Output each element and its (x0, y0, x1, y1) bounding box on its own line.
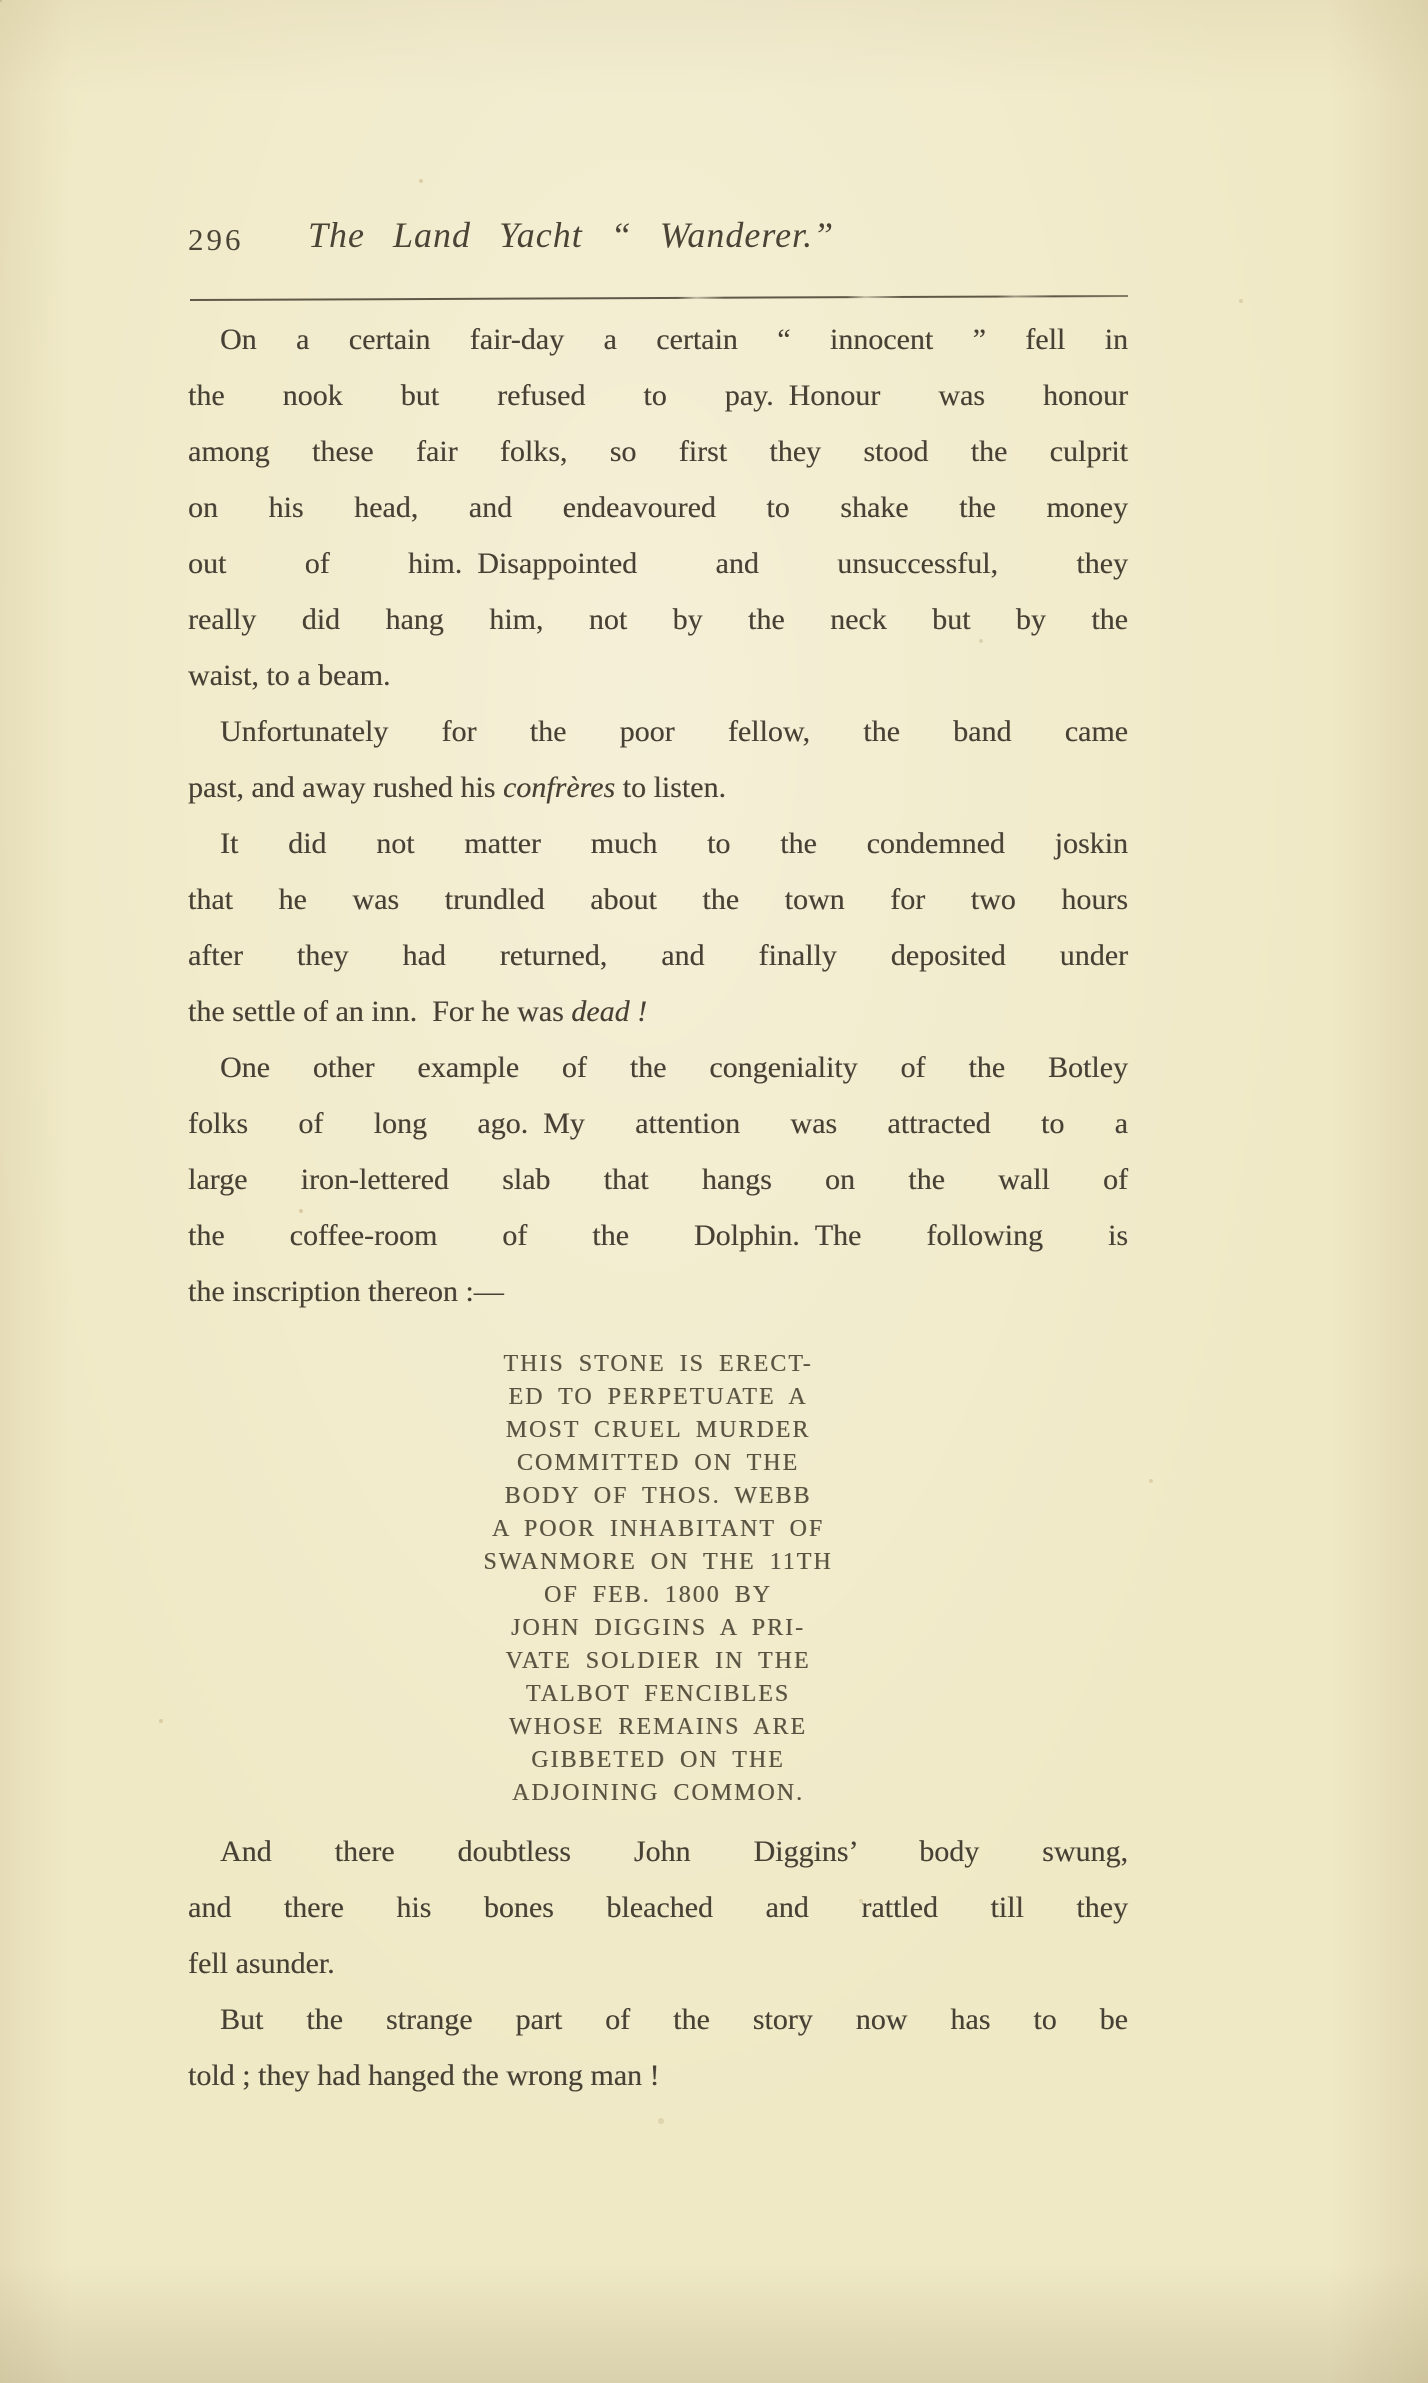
text-line: the nook but refused to pay. Honour was honour (188, 379, 1128, 412)
text-line: folks of long ago. My attention was attracted to a (188, 1107, 1128, 1140)
inscription-block (188, 1348, 1128, 1810)
inscription-line: VATE SOLDIER IN THE (505, 1648, 811, 1674)
italic-text: confrères (502, 771, 616, 804)
text-line: On a certain fair-day a certain “ innocent ” fell in (220, 323, 1128, 356)
text-line: But the strange part of the story now has to be (220, 2003, 1128, 2036)
inscription-line: ED TO PERPETUATE A (508, 1384, 808, 1410)
running-title: The Land Yacht “ Wanderer.” (308, 215, 835, 255)
paragraph (188, 1824, 1128, 1992)
inscription-line: BODY OF THOS. WEBB (504, 1483, 812, 1509)
text-line: out of him. Disappointed and unsuccessful, they (188, 547, 1128, 580)
text-line: that he was trundled about the town for two hours (188, 883, 1128, 916)
header-rule (190, 295, 1128, 301)
page-number: 296 (188, 222, 244, 257)
paper-speckles (0, 0, 2, 2)
text-line: One other example of the congeniality of the Botley (220, 1051, 1128, 1084)
text-line: the coffee-room of the Dolphin. The following is (188, 1219, 1128, 1252)
text-line: really did hang him, not by the neck but by the (188, 603, 1128, 636)
text-segment: the settle of an inn. For he was (188, 995, 572, 1028)
inscription-line: OF FEB. 1800 BY (543, 1582, 773, 1608)
inscription-line: THIS STONE IS ERECT- (503, 1351, 813, 1377)
text-line: the inscription thereon :— (188, 1275, 504, 1308)
paragraph (188, 1040, 1128, 1320)
text-line (188, 984, 1128, 1040)
text-line: waist, to a beam. (188, 659, 391, 692)
text-column (188, 312, 1128, 2104)
text-segment: to listen. (615, 771, 726, 804)
inscription-line: ADJOINING COMMON. (512, 1780, 804, 1806)
text-line: among these fair folks, so first they stood the culprit (188, 435, 1128, 468)
inscription-line: MOST CRUEL MURDER (505, 1417, 811, 1443)
paragraph (188, 1992, 1128, 2104)
paragraph (188, 704, 1128, 816)
text-line: Unfortunately for the poor fellow, the band came (220, 715, 1128, 748)
text-line: It did not matter much to the condemned joskin (220, 827, 1128, 860)
inscription-line: COMMITTED ON THE (516, 1450, 800, 1476)
text-line: large iron-lettered slab that hangs on the wall of (188, 1163, 1128, 1196)
text-line: told ; they had hanged the wrong man ! (188, 2059, 660, 2092)
text-line: fell asunder. (188, 1947, 335, 1980)
paragraph (188, 312, 1128, 704)
text-line: on his head, and endeavoured to shake the money (188, 491, 1128, 524)
inscription-line: A POOR INHABITANT OF (491, 1516, 825, 1542)
paragraph (188, 816, 1128, 1040)
text-line: And there doubtless John Diggins’ body swung, (220, 1835, 1128, 1868)
inscription-line: GIBBETED ON THE (531, 1747, 785, 1773)
inscription-line: WHOSE REMAINS ARE (508, 1714, 807, 1740)
inscription-line: JOHN DIGGINS A PRI- (510, 1615, 806, 1641)
text-segment: past, and away rushed his (188, 771, 503, 804)
italic-text: dead ! (571, 995, 648, 1028)
inscription-line: TALBOT FENCIBLES (525, 1681, 791, 1707)
text-line (188, 760, 1128, 816)
inscription-line: SWANMORE ON THE 11TH (483, 1549, 833, 1575)
text-line: after they had returned, and finally deposited under (188, 939, 1128, 972)
text-line: and there his bones bleached and rattled till they (188, 1891, 1128, 1924)
